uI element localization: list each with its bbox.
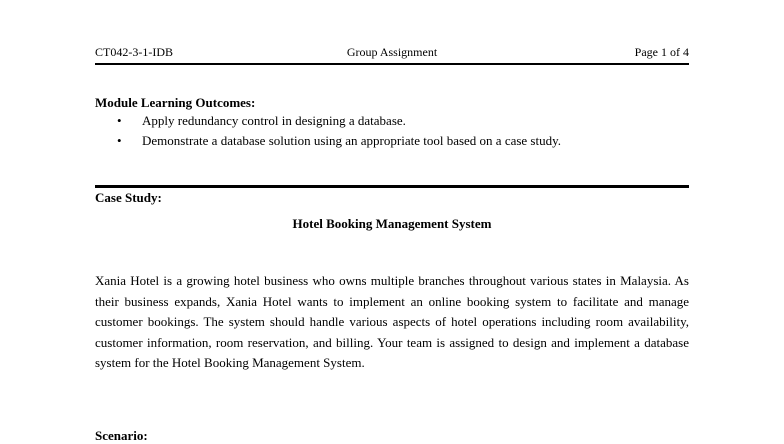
outcome-text: Demonstrate a database solution using an appropriate tool based on a case study.	[142, 133, 562, 148]
outcome-list	[117, 112, 561, 152]
outcome-text: Apply redundancy control in designing a database.	[142, 113, 406, 128]
list-item	[117, 112, 561, 132]
page-header	[95, 45, 689, 63]
document-title: Group Assignment	[346, 45, 438, 59]
list-item	[117, 132, 561, 152]
case-study-heading: Case Study:	[95, 190, 162, 205]
case-study-body: Xania Hotel is a growing hotel business who owns multiple branches throughout various states in Malaysia. As their business expands, Xania Hotel wants to implement an online booking system to facilitate and manage customer bookings. The system should handle various aspects of hotel operations including room availability, customer information, room reservation, and billing. Your team is assigned to design and implement a database system for the Hotel Booking Management System.	[95, 273, 689, 370]
document-page	[95, 0, 689, 441]
section-divider	[95, 185, 689, 188]
bullet-icon: •	[117, 133, 122, 148]
header-divider	[95, 63, 689, 65]
module-code: CT042-3-1-IDB	[95, 45, 173, 59]
case-study-title: Hotel Booking Management System	[292, 216, 492, 231]
bullet-icon: •	[117, 113, 122, 128]
page-number: Page 1 of 4	[634, 45, 689, 59]
outcomes-heading: Module Learning Outcomes:	[95, 95, 256, 110]
scenario-heading: Scenario:	[95, 428, 148, 443]
